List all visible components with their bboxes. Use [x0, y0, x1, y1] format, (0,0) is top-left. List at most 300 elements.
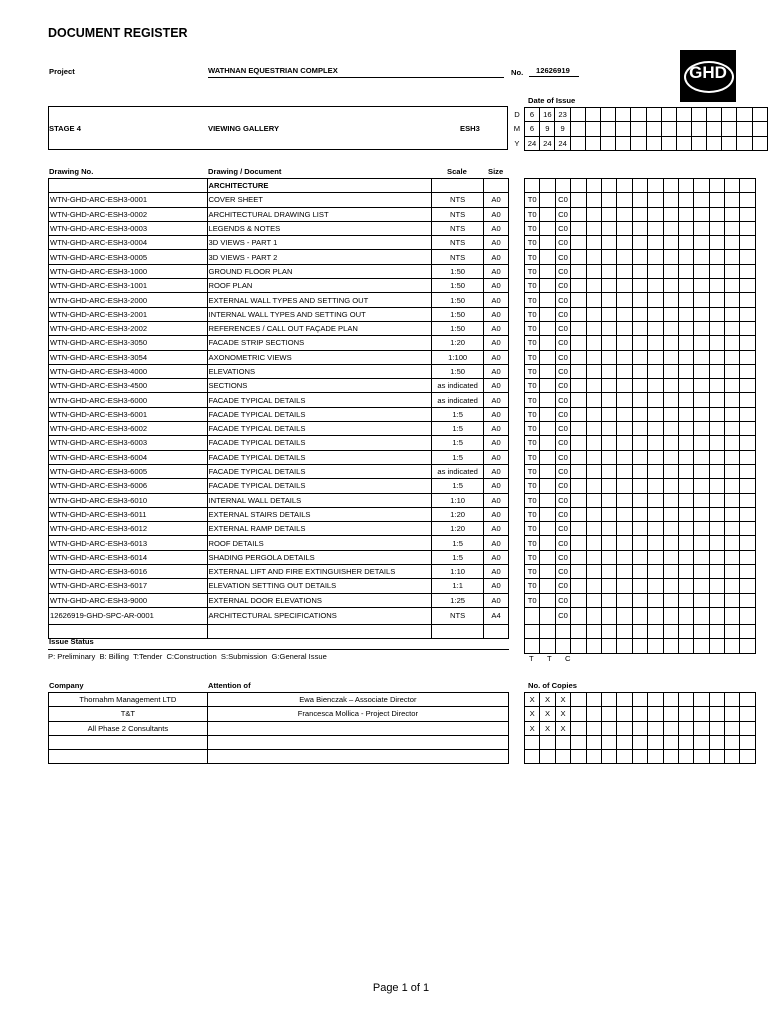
revision-cell — [648, 179, 663, 193]
revision-cell — [540, 536, 555, 550]
revision-cell — [586, 507, 601, 521]
revision-cell: T0 — [525, 293, 540, 307]
date-cell — [707, 136, 722, 150]
revision-cell — [740, 479, 755, 493]
revision-cell: C0 — [555, 350, 570, 364]
revision-cell — [601, 536, 616, 550]
revision-cell — [678, 422, 693, 436]
revision-cell — [601, 464, 616, 478]
revision-cell: T0 — [525, 336, 540, 350]
scale-cell: 1:5 — [432, 450, 484, 464]
revision-cell — [648, 507, 663, 521]
table-row — [49, 721, 509, 735]
revision-cell — [694, 236, 709, 250]
revision-cell: C0 — [555, 593, 570, 607]
revision-cell — [740, 593, 755, 607]
revision-cell — [740, 250, 755, 264]
revision-cell — [586, 221, 601, 235]
revision-cell — [663, 393, 678, 407]
revision-cell — [648, 464, 663, 478]
revision-cell — [632, 350, 647, 364]
revision-cell — [709, 565, 724, 579]
revision-cell — [725, 379, 740, 393]
revision-cell: C0 — [555, 221, 570, 235]
revision-cell — [694, 279, 709, 293]
date-cell — [707, 122, 722, 136]
revision-cell — [694, 565, 709, 579]
revision-cell — [740, 321, 755, 335]
date-cell — [752, 136, 767, 150]
revision-cell — [617, 393, 632, 407]
ghd-logo: GHD — [680, 50, 736, 102]
revision-cell — [586, 364, 601, 378]
drawing-no-cell: WTN-GHD-ARC-ESH3-3054 — [49, 350, 208, 364]
size-cell: A0 — [484, 407, 509, 421]
revision-cell — [617, 565, 632, 579]
revision-cell — [663, 293, 678, 307]
project-number: 12626919 — [529, 66, 579, 77]
size-cell: A0 — [484, 236, 509, 250]
copies-cell — [725, 750, 740, 764]
scale-cell: NTS — [432, 221, 484, 235]
revision-cell — [540, 550, 555, 564]
revision-cell — [709, 264, 724, 278]
revision-cell: T0 — [525, 393, 540, 407]
revision-cell — [648, 624, 663, 638]
copies-cell — [663, 750, 678, 764]
revision-cell — [586, 593, 601, 607]
copies-cell — [663, 735, 678, 749]
revision-cell — [617, 450, 632, 464]
date-row-label: D — [514, 110, 520, 120]
revision-cell — [617, 493, 632, 507]
revision-cell — [725, 593, 740, 607]
project-no-label: No. — [511, 68, 524, 77]
revision-cell — [632, 507, 647, 521]
date-row-label: Y — [514, 138, 520, 148]
company-cell — [49, 735, 208, 749]
revision-cell — [617, 407, 632, 421]
revision-cell — [571, 207, 586, 221]
date-cell — [585, 122, 600, 136]
revision-cell — [571, 624, 586, 638]
date-cell — [737, 108, 752, 122]
revision-cell — [632, 565, 647, 579]
revision-cell — [617, 522, 632, 536]
revision-cell — [586, 436, 601, 450]
drawing-no-cell: WTN-GHD-ARC-ESH3-6002 — [49, 422, 208, 436]
revision-cell — [663, 279, 678, 293]
header-scale: Scale — [447, 167, 467, 176]
revision-cell — [571, 607, 586, 624]
revision-cell — [709, 536, 724, 550]
revision-cell: T0 — [525, 522, 540, 536]
drawing-no-cell: WTN-GHD-ARC-ESH3-6004 — [49, 450, 208, 464]
revision-cell — [571, 293, 586, 307]
table-row — [49, 422, 509, 436]
revision-cell — [663, 493, 678, 507]
revision-cell — [694, 450, 709, 464]
revision-cell — [678, 379, 693, 393]
drawing-title-cell: SECTIONS — [207, 379, 432, 393]
drawing-no-cell: WTN-GHD-ARC-ESH3-9000 — [49, 593, 208, 607]
revision-cell — [632, 207, 647, 221]
table-row — [49, 364, 509, 378]
revision-cell — [648, 221, 663, 235]
copies-cell — [648, 750, 663, 764]
size-cell: A0 — [484, 436, 509, 450]
scale-cell: 1:50 — [432, 264, 484, 278]
revision-cell — [540, 407, 555, 421]
copies-label: No. of Copies — [528, 681, 577, 690]
copies-cell — [617, 707, 632, 721]
drawing-no-cell: WTN-GHD-ARC-ESH3-6000 — [49, 393, 208, 407]
revision-cell — [632, 493, 647, 507]
revision-cell: T0 — [525, 450, 540, 464]
date-cell — [601, 122, 616, 136]
date-cell — [585, 108, 600, 122]
revision-cell: T0 — [525, 436, 540, 450]
table-row — [49, 550, 509, 564]
date-cell — [631, 122, 646, 136]
copies-cell — [617, 735, 632, 749]
revision-cell — [632, 479, 647, 493]
revision-cell — [632, 464, 647, 478]
date-cell — [707, 108, 722, 122]
scale-cell: as indicated — [432, 379, 484, 393]
revision-cell: C0 — [555, 336, 570, 350]
revision-cell — [617, 250, 632, 264]
revision-cell — [740, 207, 755, 221]
revision-cell — [694, 364, 709, 378]
revision-cell — [601, 350, 616, 364]
copies-cell — [555, 735, 570, 749]
drawing-no-cell: WTN-GHD-ARC-ESH3-0003 — [49, 221, 208, 235]
company-cell: T&T — [49, 707, 208, 721]
size-cell: A0 — [484, 279, 509, 293]
issue-code-2: T — [547, 654, 552, 663]
copies-cell — [740, 707, 755, 721]
revision-cell — [617, 607, 632, 624]
revision-cell — [725, 393, 740, 407]
table-row — [49, 350, 509, 364]
revision-cell — [740, 436, 755, 450]
table-row — [49, 579, 509, 593]
revision-cell — [632, 379, 647, 393]
revision-cell — [663, 221, 678, 235]
revision-cell — [617, 179, 632, 193]
revision-cell — [601, 550, 616, 564]
revision-cell — [678, 479, 693, 493]
revision-cell — [709, 607, 724, 624]
copies-cell: X — [525, 721, 540, 735]
revision-cell — [709, 321, 724, 335]
drawing-title-cell: FACADE TYPICAL DETAILS — [207, 464, 432, 478]
header-drawing-document: Drawing / Document — [208, 167, 282, 176]
revision-cell — [663, 321, 678, 335]
drawing-no-cell: WTN-GHD-ARC-ESH3-0001 — [49, 193, 208, 207]
revision-cell — [678, 307, 693, 321]
date-of-issue-label: Date of Issue — [528, 96, 576, 105]
distribution-table — [48, 692, 509, 764]
attention-cell: Ewa Bienczak – Associate Director — [207, 693, 508, 707]
size-cell: A0 — [484, 550, 509, 564]
revision-cell — [663, 422, 678, 436]
revision-cell: C0 — [555, 393, 570, 407]
revision-cell — [740, 407, 755, 421]
revision-cell — [709, 193, 724, 207]
revision-cell — [694, 250, 709, 264]
copies-cell — [648, 721, 663, 735]
revision-cell — [586, 579, 601, 593]
revision-cell — [678, 522, 693, 536]
drawing-title-cell: 3D VIEWS - PART 1 — [207, 236, 432, 250]
copies-cell — [648, 693, 663, 707]
date-cell: 9 — [540, 122, 555, 136]
revision-cell — [601, 493, 616, 507]
revision-cell — [725, 639, 740, 653]
drawing-no-cell: WTN-GHD-ARC-ESH3-6005 — [49, 464, 208, 478]
revision-cell — [632, 236, 647, 250]
revision-cell — [586, 607, 601, 624]
revision-cell — [601, 565, 616, 579]
revision-cell: T0 — [525, 422, 540, 436]
revision-cell: C0 — [555, 507, 570, 521]
revision-cell — [694, 550, 709, 564]
size-cell: A0 — [484, 450, 509, 464]
revision-cell: C0 — [555, 436, 570, 450]
revision-cell — [678, 279, 693, 293]
revision-cell — [540, 422, 555, 436]
size-cell: A0 — [484, 250, 509, 264]
revision-cell — [740, 293, 755, 307]
revision-cell — [725, 264, 740, 278]
revision-cell — [540, 179, 555, 193]
table-row — [49, 336, 509, 350]
attention-cell — [207, 735, 508, 749]
revision-cell — [725, 250, 740, 264]
copies-cell — [525, 735, 540, 749]
date-cell — [631, 108, 646, 122]
revision-cell — [571, 639, 586, 653]
copies-cell — [632, 750, 647, 764]
revision-cell — [725, 293, 740, 307]
revision-cell — [571, 264, 586, 278]
revision-cell — [601, 639, 616, 653]
revision-cell — [571, 436, 586, 450]
drawing-title-cell: FACADE TYPICAL DETAILS — [207, 393, 432, 407]
stage-number: STAGE 4 — [49, 124, 81, 133]
revision-cell — [540, 507, 555, 521]
revision-cell — [617, 336, 632, 350]
revision-cell — [540, 279, 555, 293]
scale-cell: 1:20 — [432, 522, 484, 536]
date-row-label: M — [513, 124, 521, 134]
copies-cell — [648, 707, 663, 721]
revision-cell — [648, 236, 663, 250]
copies-cell — [678, 707, 693, 721]
copies-cell — [617, 721, 632, 735]
table-row — [49, 407, 509, 421]
revision-cell — [740, 579, 755, 593]
revision-cell: C0 — [555, 579, 570, 593]
revision-cell — [571, 422, 586, 436]
copies-cell — [740, 750, 755, 764]
revision-cell — [586, 236, 601, 250]
revision-cell — [725, 422, 740, 436]
table-row — [49, 479, 509, 493]
revision-cell — [632, 250, 647, 264]
table-row — [49, 264, 509, 278]
issue-code-1: T — [529, 654, 534, 663]
revision-cell — [632, 407, 647, 421]
revision-cell — [663, 350, 678, 364]
revision-cell — [709, 624, 724, 638]
revision-cell: T0 — [525, 536, 540, 550]
date-cell — [676, 136, 691, 150]
scale-cell: 1:50 — [432, 293, 484, 307]
scale-cell: NTS — [432, 207, 484, 221]
copies-cell — [601, 721, 616, 735]
revision-cell: C0 — [555, 236, 570, 250]
revision-cell — [694, 350, 709, 364]
size-cell: A0 — [484, 464, 509, 478]
revision-cell — [617, 639, 632, 653]
scale-cell: 1:20 — [432, 507, 484, 521]
revision-cell — [740, 179, 755, 193]
revision-cell — [540, 464, 555, 478]
revision-cell — [663, 593, 678, 607]
revision-cell — [586, 379, 601, 393]
drawing-no-cell: WTN-GHD-ARC-ESH3-6017 — [49, 579, 208, 593]
table-row — [49, 279, 509, 293]
table-row — [49, 565, 509, 579]
date-cell: 6 — [524, 122, 539, 136]
revision-cell — [648, 321, 663, 335]
revision-cell — [586, 321, 601, 335]
revision-cell — [617, 207, 632, 221]
table-row — [49, 307, 509, 321]
date-cell — [616, 136, 631, 150]
drawing-no-cell: WTN-GHD-ARC-ESH3-1000 — [49, 264, 208, 278]
copies-cell: X — [525, 707, 540, 721]
revision-cell — [601, 221, 616, 235]
revision-cell — [617, 293, 632, 307]
revision-cell: T0 — [525, 307, 540, 321]
table-row — [49, 707, 509, 721]
copies-cell — [632, 693, 647, 707]
drawing-no-cell: WTN-GHD-ARC-ESH3-2000 — [49, 293, 208, 307]
revision-cell — [586, 624, 601, 638]
revision-cell — [725, 479, 740, 493]
revision-cell — [709, 436, 724, 450]
revision-cell — [694, 579, 709, 593]
table-row — [49, 379, 509, 393]
revision-cell — [709, 422, 724, 436]
table-row — [49, 250, 509, 264]
revision-cell: T0 — [525, 321, 540, 335]
revision-cell — [617, 507, 632, 521]
copies-cell: X — [555, 721, 570, 735]
empty-cell — [207, 624, 432, 638]
revision-cell — [571, 393, 586, 407]
revision-cell — [678, 250, 693, 264]
revision-cell — [725, 550, 740, 564]
copies-cell: X — [540, 721, 555, 735]
revision-cell — [648, 193, 663, 207]
revision-cell — [694, 422, 709, 436]
date-cell — [737, 136, 752, 150]
revision-cell — [571, 550, 586, 564]
revision-cell — [540, 593, 555, 607]
revision-cell — [678, 565, 693, 579]
revision-cell — [540, 321, 555, 335]
revision-cell: T0 — [525, 279, 540, 293]
revision-cell — [540, 493, 555, 507]
revision-cell — [694, 264, 709, 278]
size-cell: A0 — [484, 307, 509, 321]
revision-cell — [648, 639, 663, 653]
revision-cell — [617, 624, 632, 638]
revision-cell: T0 — [525, 264, 540, 278]
copies-cell — [663, 707, 678, 721]
scale-cell: 1:25 — [432, 593, 484, 607]
revision-cell — [740, 493, 755, 507]
revision-cell — [617, 307, 632, 321]
revision-cell — [740, 565, 755, 579]
date-cell — [752, 122, 767, 136]
revision-cell — [740, 422, 755, 436]
revision-cell — [632, 436, 647, 450]
stage-code: ESH3 — [460, 124, 480, 133]
drawing-title-cell: REFERENCES / CALL OUT FAÇADE PLAN — [207, 321, 432, 335]
drawing-no-cell — [49, 179, 208, 193]
section-heading: ARCHITECTURE — [207, 179, 432, 193]
copies-cell — [694, 721, 709, 735]
copies-cell — [740, 721, 755, 735]
copies-cell — [571, 721, 586, 735]
copies-cell: X — [555, 693, 570, 707]
revision-cell — [740, 607, 755, 624]
date-cell — [661, 108, 676, 122]
revision-cell — [694, 624, 709, 638]
revision-cell — [678, 221, 693, 235]
revision-cell — [586, 193, 601, 207]
revision-cell — [632, 624, 647, 638]
revision-cell — [678, 607, 693, 624]
scale-cell: 1:50 — [432, 364, 484, 378]
revision-cell — [725, 279, 740, 293]
revision-cell — [648, 407, 663, 421]
revision-cell — [663, 264, 678, 278]
copies-cell — [694, 707, 709, 721]
revision-cell — [540, 565, 555, 579]
copies-cell — [525, 750, 540, 764]
revision-cell — [709, 450, 724, 464]
revision-cell — [709, 207, 724, 221]
revision-cell — [586, 293, 601, 307]
revision-cell — [555, 179, 570, 193]
revision-cell — [709, 393, 724, 407]
revision-cell — [617, 436, 632, 450]
revision-cell — [586, 536, 601, 550]
revision-cell — [601, 293, 616, 307]
copies-cell — [694, 735, 709, 749]
drawing-no-cell: WTN-GHD-ARC-ESH3-6001 — [49, 407, 208, 421]
revision-cell — [694, 193, 709, 207]
copies-cell — [540, 735, 555, 749]
drawing-title-cell: FACADE TYPICAL DETAILS — [207, 479, 432, 493]
